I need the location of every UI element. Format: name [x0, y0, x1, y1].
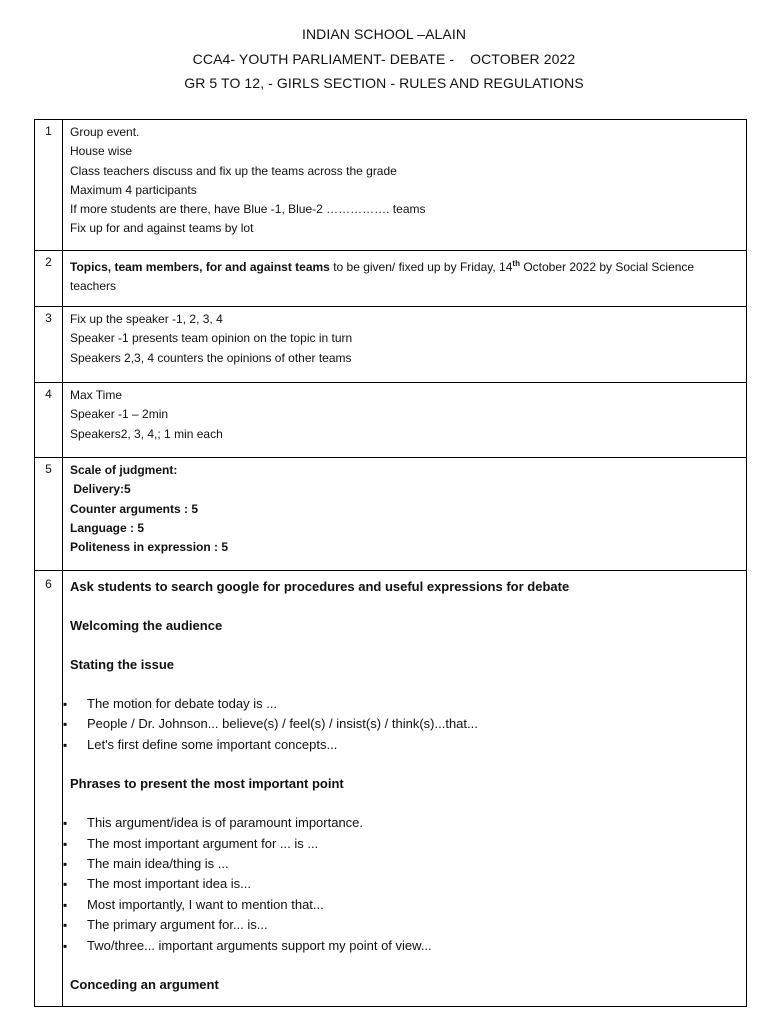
- section-heading: Ask students to search google for procedures and useful expressions for debate: [70, 579, 570, 594]
- row-number: 6: [35, 571, 63, 1007]
- row-content: [63, 383, 747, 458]
- row-number: 1: [35, 120, 63, 251]
- text-line: Speakers2, 3, 4,; 1 min each: [70, 426, 223, 441]
- text-line: Speaker -1 – 2min: [70, 407, 169, 422]
- body-text: October 2022 by Social Science teachers: [70, 260, 695, 294]
- bullet-icon: ▪: [63, 877, 68, 892]
- text-line: Fix up for and against teams by lot: [70, 221, 254, 236]
- list-item: [63, 714, 738, 734]
- row-content: [63, 120, 747, 251]
- bullet-icon: ▪: [63, 697, 68, 711]
- list-item-text: Let's first define some important concepts...: [87, 736, 338, 752]
- text-line: Class teachers discuss and fix up the teams across the grade: [70, 163, 397, 178]
- list-item: [63, 915, 738, 935]
- list-item: [63, 834, 738, 854]
- list-item-text: People / Dr. Johnson... believe(s) / feel(s) / insist(s) / think(s)...that...: [87, 716, 478, 732]
- text-line: Scale of judgment:: [70, 463, 178, 477]
- row-content: [63, 307, 747, 383]
- list-item: [63, 735, 738, 755]
- list-item-text: The most important idea is...: [87, 876, 252, 892]
- bullet-icon: ▪: [63, 816, 68, 831]
- list-item: [63, 694, 738, 714]
- list-item: [63, 895, 738, 915]
- list-item: [63, 813, 738, 833]
- list-item: [63, 936, 738, 956]
- list-item-text: The motion for debate today is ...: [87, 696, 278, 711]
- text-line: If more students are there, have Blue -1, Blue-2 ……………. teams: [70, 202, 426, 217]
- bullet-icon: ▪: [63, 857, 68, 872]
- list-item-text: This argument/idea is of paramount importance.: [87, 815, 364, 831]
- bullet-icon: ▪: [63, 897, 68, 912]
- ordinal-suffix: th: [512, 259, 520, 268]
- body-text: to be given/ fixed up by Friday, 14: [329, 260, 513, 274]
- table-row: [35, 251, 747, 307]
- document-header: [0, 22, 768, 96]
- text-line: Group event.: [70, 125, 140, 139]
- text-line: House wise: [70, 144, 133, 159]
- list-item-text: The main idea/thing is ...: [87, 856, 229, 872]
- section-heading: Conceding an argument: [70, 977, 219, 993]
- bullet-icon: ▪: [63, 836, 68, 851]
- table-row: [35, 307, 747, 383]
- list-item-text: The primary argument for... is...: [87, 917, 268, 933]
- text-line: Speaker -1 presents team opinion on the topic in turn: [70, 331, 353, 346]
- text-paragraph: [70, 254, 738, 297]
- section-heading: Stating the issue: [70, 657, 175, 672]
- row-number: 4: [35, 383, 63, 458]
- row-content: [63, 571, 747, 1007]
- table-row: [35, 571, 747, 1007]
- row-number: 3: [35, 307, 63, 383]
- section-heading: Phrases to present the most important point: [70, 776, 344, 792]
- row-content: [63, 458, 747, 571]
- bullet-icon: ▪: [63, 918, 68, 933]
- list-item-text: Two/three... important arguments support my point of view...: [87, 937, 432, 953]
- section-title: GR 5 TO 12, - GIRLS SECTION - RULES AND REGULATIONS: [184, 75, 584, 91]
- text-line: Speakers 2,3, 4 counters the opinions of other teams: [70, 350, 352, 365]
- text-line: Max Time: [70, 388, 123, 402]
- row-number: 2: [35, 251, 63, 307]
- section-heading: Welcoming the audience: [70, 618, 223, 633]
- school-name: INDIAN SCHOOL –ALAIN: [301, 26, 467, 42]
- text-line: Maximum 4 participants: [70, 182, 197, 197]
- table-row: [35, 458, 747, 571]
- row-content: [63, 251, 747, 307]
- bullet-icon: ▪: [63, 717, 68, 732]
- text-line: Politeness in expression : 5: [70, 540, 229, 555]
- list-item: [63, 854, 738, 874]
- text-line: Counter arguments : 5: [70, 501, 199, 516]
- list-item-text: Most importantly, I want to mention that...: [87, 896, 324, 912]
- table-row: [35, 120, 747, 251]
- rules-table: [34, 119, 747, 1007]
- text-line: Language : 5: [70, 520, 145, 535]
- bold-text: Topics, team members, for and against teams: [70, 260, 330, 274]
- bullet-icon: ▪: [63, 938, 68, 953]
- text-line: Delivery:5: [70, 482, 131, 497]
- text-line: Fix up the speaker -1, 2, 3, 4: [70, 312, 223, 326]
- list-item-text: The most important argument for ... is ...: [87, 835, 319, 851]
- list-item: [63, 874, 738, 894]
- row-number: 5: [35, 458, 63, 571]
- bullet-icon: ▪: [63, 737, 68, 752]
- table-row: [35, 383, 747, 458]
- event-title: CCA4- YOUTH PARLIAMENT- DEBATE - OCTOBER 2022: [192, 50, 576, 67]
